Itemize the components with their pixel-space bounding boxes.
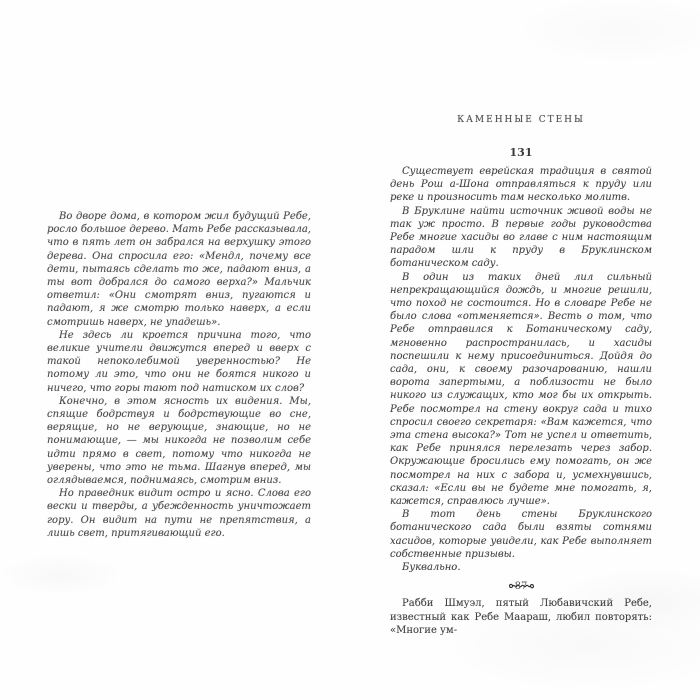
left-page-text [47,210,311,540]
body-paragraph: Буквально. [402,562,461,574]
body-paragraph: Но праведник видит остро и ясно. Слова его вески и тверды, а убежденность уничтожает гору. Он видит на пути не препятствия, а лишь свет, притягивающий его. [47,488,311,539]
body-paragraph: В один из таких дней лил сильный непрекращающийся дождь, и многие решили, что поход не состоится. Но в словаре Ребе не было слова «отменяется». Весть о том, что Ребе отправился к Ботаническому саду, мгновенно распространилась, и хасиды поспешили к нему присоединиться. Дойдя до сада, они, к своему разочарованию, нашли ворота запертыми, а поблизости не было никого из служащих, кто мог бы их открыть. Ребе посмотрел на стену вокруг сада и тихо спросил своего секретаря: «Вам кажется, что эта стена высока?» Тот не успел и ответить, как Ребе принялся перелезать через забор. Окружающие бросились ему помогать, он же посмотрел на них с забора и, усмехнувшись, сказал: «Если вы не будете мне помогать, я, кажется, справлюсь лучше». [390,271,652,508]
body-paragraph: Конечно, в этом ясность их видения. Мы, спящие бодрствуя и бодрствующие во сне, верящие, но не верующие, знающие, но не понимающие, — мы никогда не позволим себе идти прямо в свет, потому что никогда не уверены, что это не тьма. Шагнув вперед, мы оглядываемся, поднимаясь, смотрим вниз. [47,395,311,487]
left-page [47,204,311,540]
right-page [390,115,652,700]
body-paragraph: В тот день стены Бруклинского ботанического сада были взяты сотнями хасидов, которые увидели, как Ребе выполняет собственные призывы. [390,509,652,560]
afterword-paragraph: Рабби Шмуэл, пятый Любавичский Ребе, известный как Ребе Маараш, любил повторять: «Многие ум- [390,598,652,637]
body-paragraph: В Бруклине найти источник живой воды не так уж просто. В первые годы руководства Ребе многие хасиды во главе с ним настоящим парадом шли к пруду в Бруклинском ботаническом саду. [390,205,652,270]
body-paragraph: Не здесь ли кроется причина того, что великие учители движутся вперед и вверх с такой непоколебимой уверенностью? Не потому ли это, что они не боятся никого и ничего, что горы тают под натиском их слов? [47,329,311,394]
body-paragraph: Во дворе дома, в котором жил будущий Ребе, росло большое дерево. Мать Ребе рассказывала, что в пять лет он забрался на верхушку этого дерева. Она спросила его: «Мендл, почему все дети, пытаясь сделать то же, падают вниз, а ты вот добрался до самого верха?» Мальчик ответил: «Они смотрят вниз, пугаются и падают, я же смотрю только наверх, а если смотришь наверх, не упадешь». [47,211,311,328]
body-paragraph: Существует еврейская традиция в святой день Рош а-Шона отправляться к пруду или реке и произносить там несколько молитв. [390,166,652,204]
page-number: 87 [514,581,528,592]
section-number: 131 [509,146,533,159]
running-head: КАМЕННЫЕ СТЕНЫ [457,115,585,125]
right-page-text [390,165,652,574]
